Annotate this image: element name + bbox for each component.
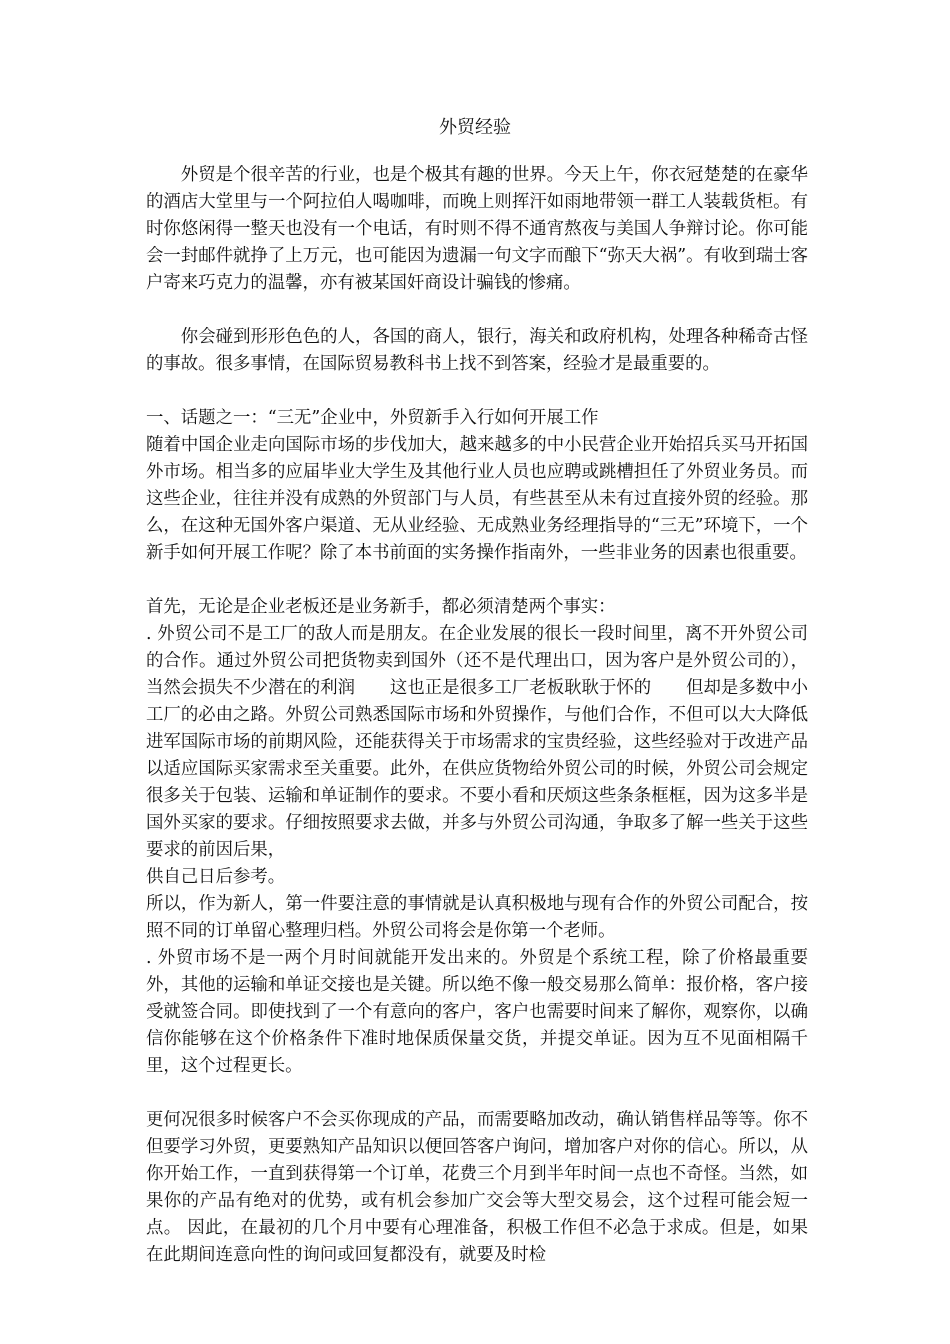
document-title: 外贸经验 (439, 117, 511, 138)
paragraph: 所以，作为新人，第一件要注意的事情就是认真积极地与现有合作的外贸公司配合，按照不同的订单留心整理归档。外贸公司将会是你第一个老师。 (146, 894, 808, 941)
paragraph: 首先，无论是企业老板还是业务新手，都必须清楚两个事实： (146, 597, 616, 617)
paragraph: 供自己日后参考。 (146, 867, 286, 887)
paragraph: 你会碰到形形色色的人，各国的商人，银行，海关和政府机构，处理各种稀奇古怪的事故。很多事情，在国际贸易教科书上找不到答案，经验才是最重要的。 (146, 327, 808, 374)
list-item: . 外贸市场不是一两个月时间就能开发出来的。外贸是个系统工程，除了价格最重要外，其他的运输和单证交接也是关键。所以绝不像一般交易那么简单：报价格，客户接受就签合同。即使找到了一个有意向的客户，客户也需要时间来了解你，观察你，以确信你能够在这个价格条件下准时地保质保量交货，并提交单证。因为互不见面相隔千里，这个过程更长。 (146, 948, 808, 1076)
paragraph: 更何况很多时候客户不会买你现成的产品，而需要略加改动，确认销售样品等等。你不但要学习外贸，更要熟知产品知识以便回答客户询问，增加客户对你的信心。所以，从你开始工作，一直到获得第一个订单，花费三个月到半年时间一点也不奇怪。当然，如果你的产品有绝对的优势，或有机会参加广交会等大型交易会，这个过程可能会短一点。 因此，在最初的几个月中要有心理准备，积极工作但不必急于求成。但是，如果在此期间连意向性的询问或回复都没有，就要及时检 (146, 1110, 808, 1265)
paragraph: 随着中国企业走向国际市场的步伐加大，越来越多的中小民营企业开始招兵买马开拓国外市场。相当多的应届毕业大学生及其他行业人员也应聘或跳槽担任了外贸业务员。而这些企业，往往并没有成熟的外贸部门与人员，有些甚至从未有过直接外贸的经验。那么，在这种无国外客户渠道、无从业经验、无成熟业务经理指导的“三无”环境下，一个新手如何开展工作呢？除了本书前面的实务操作指南外，一些非业务的因素也很重要。 (146, 435, 808, 563)
list-item: . 外贸公司不是工厂的敌人而是朋友。在企业发展的很长一段时间里，离不开外贸公司的合作。通过外贸公司把货物卖到国外（还不是代理出口，因为客户是外贸公司的），当然会损失不少潜在的利润 这也正是很多工厂老板耿耿于怀的 但却是多数中小工厂的必由之路。外贸公司熟悉国际市场和外贸操作，与他们合作，不但可以大大降低进军国际市场的前期风险，还能获得关于市场需求的宝贵经验，这些经验对于改进产品以适应国际买家需求至关重要。此外，在供应货物给外贸公司的时候，外贸公司会规定很多关于包装、运输和单证制作的要求。不要小看和厌烦这些条条框框，因为这多半是国外买家的要求。仔细按照要求去做，并多与外贸公司沟通，争取多了解一些关于这些要求的前因后果， (146, 624, 808, 860)
document-body (146, 162, 808, 1269)
section-heading: 一、话题之一：“三无”企业中，外贸新手入行如何开展工作 (146, 408, 599, 428)
paragraph: 外贸是个很辛苦的行业，也是个极其有趣的世界。今天上午，你衣冠楚楚的在豪华的酒店大堂里与一个阿拉伯人喝咖啡，而晚上则挥汗如雨地带领一群工人装载货柜。有时你悠闲得一整天也没有一个电话，有时则不得不通宵熬夜与美国人争辩讨论。你可能会一封邮件就挣了上万元，也可能因为遗漏一句文字而酿下“弥天大祸”。有收到瑞士客户寄来巧克力的温馨，亦有被某国奸商设计骗钱的惨痛。 (146, 165, 808, 293)
